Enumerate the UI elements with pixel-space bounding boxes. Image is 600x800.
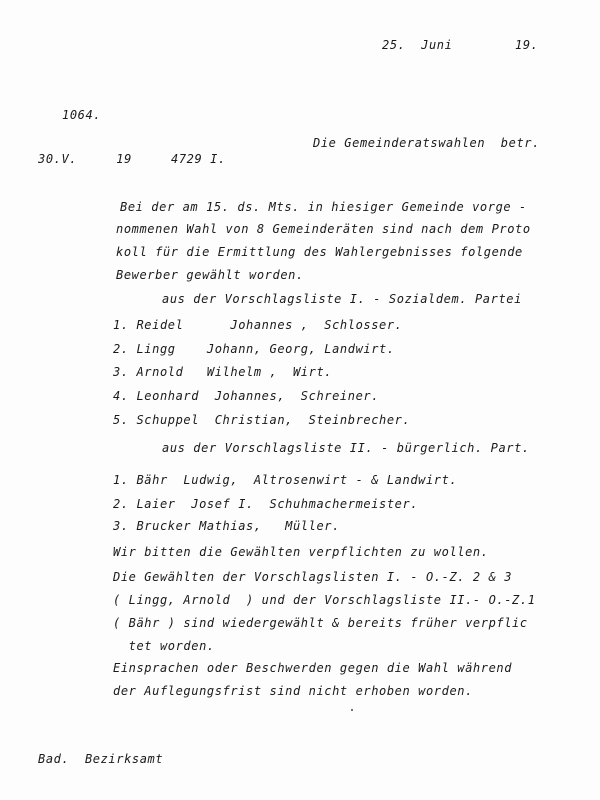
body-line-2: nommenen Wahl von 8 Gemeinderäten sind nach dem Proto [116,222,531,236]
body-line-reelected-3: ( Bähr ) sind wiedergewählt & bereits früher verpflic [113,616,528,630]
candidate-1-5: 5. Schuppel Christian, Steinbrecher. [113,413,411,427]
body-line-reelected-2: ( Lingg, Arnold ) und der Vorschlagsliste II.- O.-Z.1 [113,593,536,607]
body-line-3: koll für die Ermittlung des Wahlergebnisses folgende [116,245,523,259]
paper-speck [351,709,353,711]
body-line-objections-1: Einsprachen oder Beschwerden gegen die Wahl während [113,661,513,675]
candidate-1-1: 1. Reidel Johannes , Schlosser. [113,318,403,332]
subject-line: Die Gemeinderatswahlen betr. [313,136,540,150]
list-heading-1: aus der Vorschlagsliste I. - Sozialdem. Partei [162,292,522,306]
body-line-reelected-4: tet worden. [113,639,215,653]
body-line-1: Bei der am 15. ds. Mts. in hiesiger Gemeinde vorge - [120,200,527,214]
candidate-1-2: 2. Lingg Johann, Georg, Landwirt. [113,342,395,356]
candidate-1-4: 4. Leonhard Johannes, Schreiner. [113,389,380,403]
reference-line: 30.V. 19 4729 I. [38,152,226,166]
letter-date: 25. Juni 19. [382,38,539,52]
body-line-4: Bewerber gewählt worden. [116,268,304,282]
candidate-2-2: 2. Laier Josef I. Schuhmachermeister. [113,497,419,511]
candidate-2-3: 3. Brucker Mathias, Müller. [113,519,340,533]
body-line-request: Wir bitten die Gewählten verpflichten zu wollen. [113,545,489,559]
candidate-2-1: 1. Bähr Ludwig, Altrosenwirt - & Landwirt. [113,473,458,487]
candidate-1-3: 3. Arnold Wilhelm , Wirt. [113,365,333,379]
list-heading-2: aus der Vorschlagsliste II. - bürgerlich. Part. [162,441,530,455]
file-number: 1064. [62,108,102,122]
addressee-line: Bad. Bezirksamt [38,752,164,766]
body-line-objections-2: der Auflegungsfrist sind nicht erhoben worden. [113,684,473,698]
body-line-reelected-1: Die Gewählten der Vorschlagslisten I. - O.-Z. 2 & 3 [113,570,513,584]
